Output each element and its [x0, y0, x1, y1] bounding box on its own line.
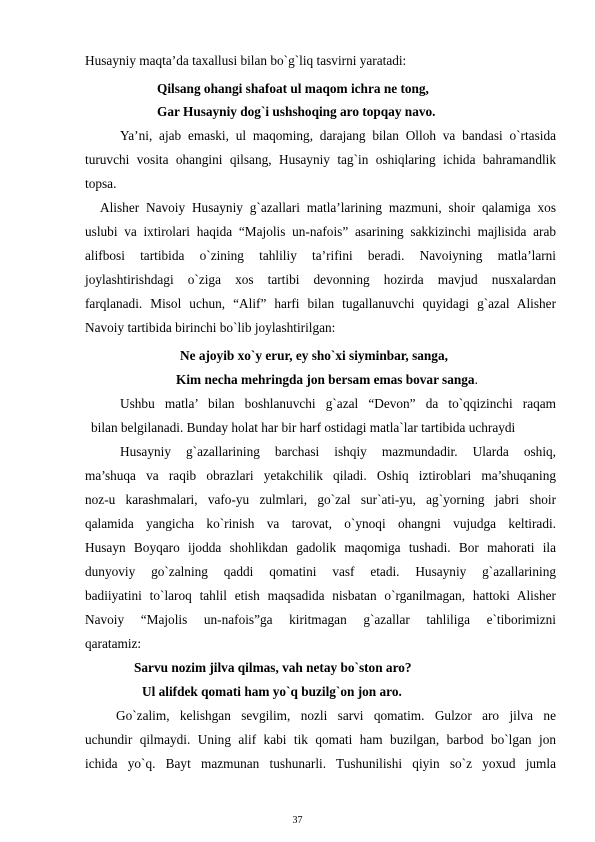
verse-line-6: Ul alifdek qomati ham yo`q buzilg`on jon aro. — [142, 684, 402, 699]
paragraph-line: qaratamiz: — [85, 636, 142, 651]
verse-line-5: Sarvu nozim jilva qilmas, vah netay bo`ston aro? — [134, 660, 412, 675]
paragraph-line: Navoiy “Majolis un-nafois”ga kiritmagan g`azallar tahliliga e`tiborimizni — [85, 612, 556, 627]
paragraph-line: qalamida yangicha ko`rinish va tarovat, o`ynoqi ohangni vujudga keltiradi. — [85, 516, 556, 531]
paragraph-line: Alisher Navoiy Husayniy g`azallari matla’larining mazmuni, shoir qalamiga xos — [100, 200, 556, 215]
paragraph-line: topsa. — [85, 176, 117, 191]
paragraph-line: uslubi va ixtirolari haqida “Majolis un-nafois” asarining sakkizinchi majlisida arab — [85, 224, 556, 239]
paragraph-line: uchundir qilmaydi. Uning alif kabi tik qomati ham buzilgan, barbod bo`lgan jon — [85, 732, 556, 747]
verse-line-2: Gar Husayniy dog`i ushshoqing aro topqay navo. — [157, 104, 436, 119]
verse-line-3: Ne ajoyib xo`y erur, ey sho`xi siyminbar, sanga, — [180, 348, 448, 363]
paragraph-line: Go`zalim, kelishgan sevgilim, nozli sarvi qomatim. Gulzor aro jilva ne — [116, 708, 556, 723]
paragraph-line: Husayn Boyqaro ijodda shohlikdan gadolik maqomiga tushadi. Bor mahorati ila — [85, 540, 556, 555]
paragraph-line: Navoiy tartibida birinchi bo`lib joylashtirilgan: — [85, 320, 336, 335]
paragraph-line: farqlanadi. Misol uchun, “Alif” harfi bilan tugallanuvchi quyidagi g`azal Alisher — [85, 296, 556, 311]
verse-line-4: Kim necha mehringda jon bersam emas bovar sanga — [176, 372, 475, 387]
paragraph-line: joylashtirishdagi o`ziga xos tartibi devonning hozirda mavjud nusxalardan — [85, 272, 556, 287]
paragraph-line: turuvchi vosita ohangini qilsang, Husayniy tag`in oshiqlaring ichida bahramandlik — [85, 152, 556, 167]
paragraph-line: alifbosi tartibida o`zining tahliliy ta’rifini beradi. Navoiyning matla’larni — [85, 248, 556, 263]
paragraph-line: Ushbu matla’ bilan boshlanuvchi g`azal “Devon” da to`qqizinchi raqam — [120, 396, 556, 411]
paragraph-line: ma’shuqa va raqib obrazlari yetakchilik qiladi. Oshiq iztiroblari ma’shuqaning — [85, 468, 556, 483]
paragraph-line: noz-u karashmalari, vafo-yu zulmlari, go`zal sur`ati-yu, ag`yorning jabri shoir — [85, 492, 556, 507]
paragraph-line: ichida yo`q. Bayt mazmunan tushunarli. Tushunilishi qiyin so`z yoxud jumla — [85, 756, 556, 771]
paragraph-line: Husayniy g`azallarining barchasi ishqiy mazmundadir. Ularda oshiq, — [120, 444, 556, 459]
verse-line-1: Qilsang ohangi shafoat ul maqom ichra ne tong, — [157, 81, 429, 96]
paragraph-line: Ya’ni, ajab emaski, ul maqoming, darajang bilan Olloh va bandasi o`rtasida — [120, 128, 556, 143]
paragraph-line: badiiyatini to`laroq tahlil etish maqsadida nisbatan o`rganilmagan, hattoki Alisher — [85, 588, 556, 603]
paragraph-line: bilan belgilanadi. Bunday holat har bir harf ostidagi matla`lar tartibida uchraydi — [91, 420, 516, 435]
paragraph-line: dunyoviy go`zalning qaddi qomatini vasf etadi. Husayniy g`azallarining — [85, 564, 556, 579]
verse-period: . — [474, 372, 478, 387]
page-number: 37 — [292, 815, 303, 826]
intro-line: Husayniy maqta’da taxallusi bilan bo`g`liq tasvirni yaratadi: — [85, 53, 407, 68]
